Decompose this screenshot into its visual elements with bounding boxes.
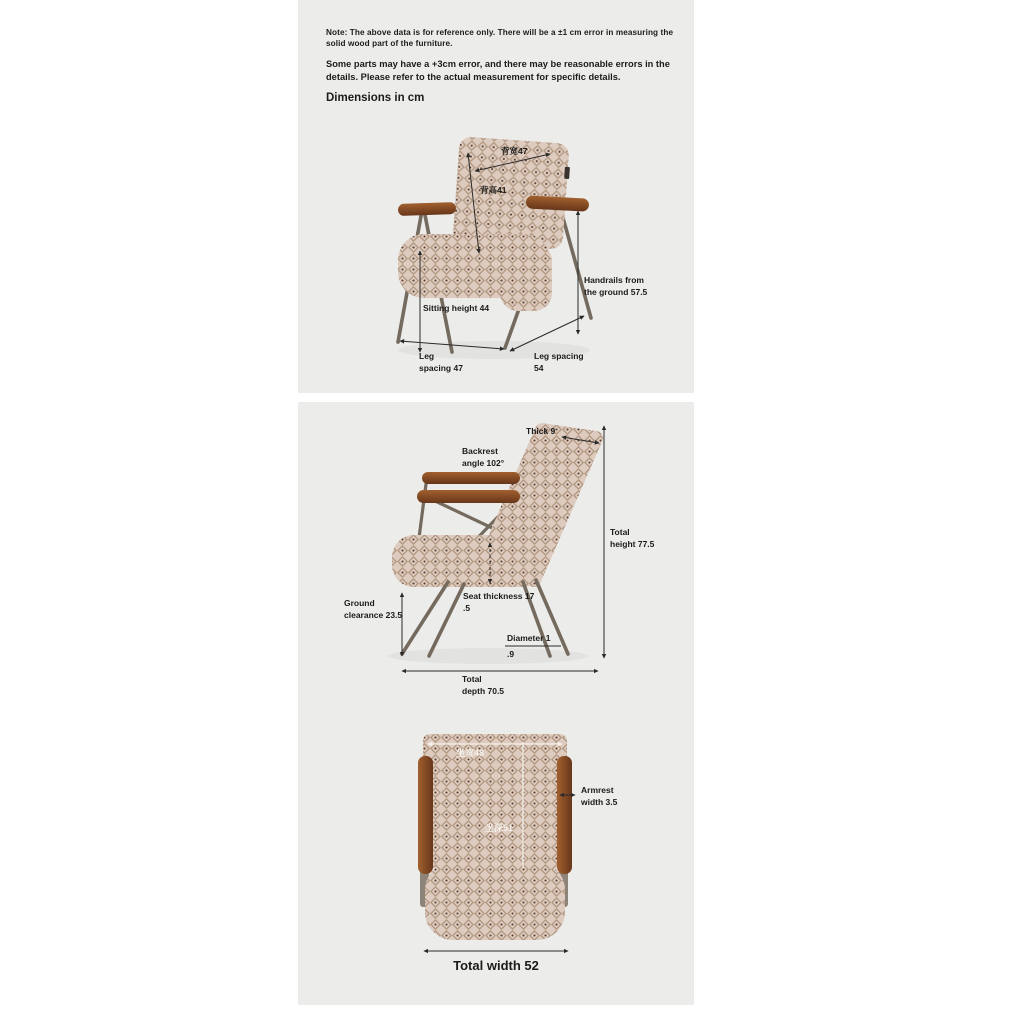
seat-depth-label: 坐深51 xyxy=(485,823,514,833)
label-line: Ground xyxy=(344,598,375,608)
label-line: Handrails from xyxy=(584,275,644,285)
chair-side-top-view-svg xyxy=(298,402,694,1005)
left-armrest-top xyxy=(418,756,433,874)
left-armrest xyxy=(398,202,456,216)
leg-spacing-side-label xyxy=(534,350,584,375)
chair-front-art xyxy=(398,136,591,359)
chair-top-art xyxy=(418,734,572,940)
seat-cushion xyxy=(392,535,545,587)
leg-spacing-front-label xyxy=(419,350,463,375)
label-line: spacing 47 xyxy=(419,363,463,374)
sitting-height-label: Sitting height 44 xyxy=(423,303,490,313)
total-height-label xyxy=(610,526,654,551)
seat-width-label: 坐宽48 xyxy=(456,748,485,758)
thickness-label: Thick 9 xyxy=(526,426,556,436)
label-line: Armrest xyxy=(581,785,614,795)
floor-shadow xyxy=(388,648,588,664)
seat-cushion xyxy=(398,234,550,298)
front-cushion-top xyxy=(425,862,565,940)
label-line: clearance 23.5 xyxy=(344,610,403,621)
front-view-card xyxy=(298,0,694,393)
dimensions-heading: Dimensions in cm xyxy=(326,92,425,104)
label-line: Backrest xyxy=(462,446,498,456)
note-text: Note: The above data is for reference only. There will be a ±1 cm error in measuring the solid wood part of the furniture. xyxy=(326,28,674,49)
diameter-label: Diameter 1 xyxy=(507,633,551,643)
total-depth-label xyxy=(462,673,504,698)
backrest-angle-label xyxy=(462,445,504,470)
label-line: .5 xyxy=(463,603,471,614)
fabric-tag xyxy=(564,167,570,179)
diameter-label-line2: .9 xyxy=(507,649,515,659)
label-line: angle 102° xyxy=(462,458,505,469)
seat-thickness-label xyxy=(463,590,534,615)
label-line: Leg xyxy=(419,351,435,361)
label-line: 54 xyxy=(534,363,544,374)
far-armrest xyxy=(422,472,520,484)
disclaimer-text: Some parts may have a +3cm error, and there may be reasonable errors in the details. Please refer to the actual measurement for specific details. xyxy=(326,59,670,82)
handrail-height-label xyxy=(584,274,647,299)
label-line: depth 70.5 xyxy=(462,686,505,697)
label-line: Total xyxy=(462,674,482,684)
seat-back-top xyxy=(423,734,567,868)
label-line: the ground 57.5 xyxy=(584,287,648,298)
label-line: Leg spacing xyxy=(534,351,584,361)
back-width-label: 背宽47 xyxy=(501,146,528,156)
back-height-label: 背高41 xyxy=(480,185,507,195)
label-line: width 3.5 xyxy=(581,797,618,808)
label-line: Seat thickness 17 xyxy=(463,591,535,601)
label-line: height 77.5 xyxy=(610,539,655,550)
right-armrest-top xyxy=(557,756,572,874)
label-line: Total xyxy=(610,527,630,537)
armrest-width-label xyxy=(581,784,617,809)
total-width-label: Total width 52 xyxy=(453,958,539,973)
side-top-view-card xyxy=(298,402,694,1005)
ground-clearance-label xyxy=(344,597,402,622)
near-armrest xyxy=(417,490,520,503)
